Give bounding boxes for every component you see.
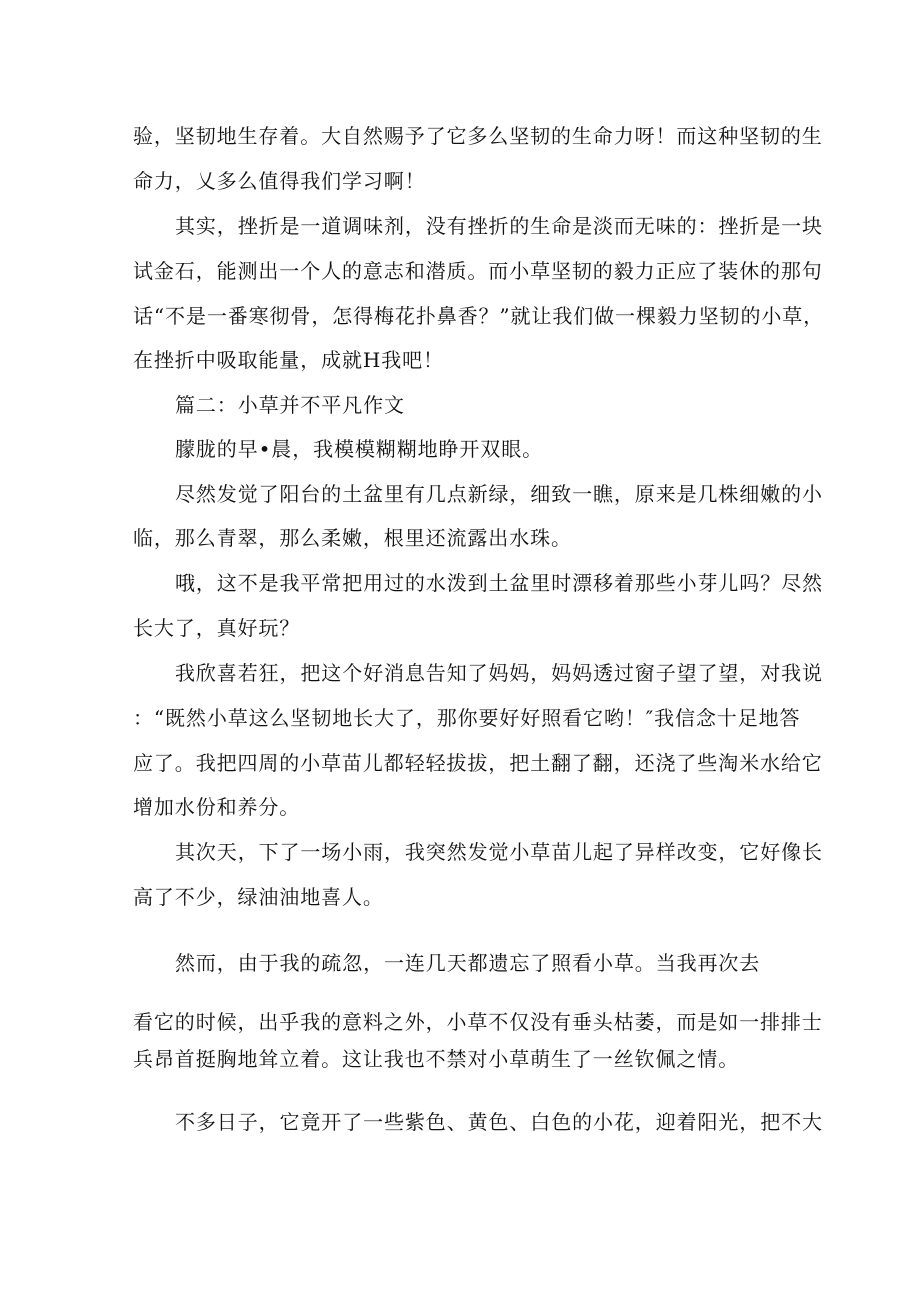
text-line: 篇二：小草并不平凡作文: [175, 393, 405, 417]
text-line: 我欣喜若狂，把这个好消息告知了妈妈，妈妈透过窗子望了望，对我说: [175, 661, 823, 685]
text-line: 增加水份和养分。: [133, 795, 301, 819]
text-line: 命力，乂多么值得我们学习啊！: [133, 169, 426, 193]
text-line: 长大了，真好玩？: [133, 616, 301, 640]
text-line: 其次天，下了一场小雨，我突然发觉小草苗儿起了异样改变，它好像长: [175, 840, 823, 864]
text-line: ：“既然小草这么坚韧地长大了，那你要好好照看它哟！″我信念十足地答: [133, 706, 801, 730]
text-line: 然而，由于我的疏忽，一连几天都遗忘了照看小草。当我再次去: [175, 951, 761, 975]
text-line: 看它的时候，出乎我的意料之外，小草不仅没有垂头枯萎，而是如一排排士: [133, 1010, 823, 1034]
text-line: 话“不是一番寒彻骨，怎得梅花扑鼻香？”就让我们做一棵毅力坚韧的小草，: [133, 304, 825, 328]
text-line: 在挫折中吸取能量，成就H我吧！: [133, 348, 444, 372]
text-line: 其实，挫折是一道调味剂，没有挫折的生命是淡而无味的：挫折是一块: [175, 214, 823, 238]
text-line: 试金石，能测出一个人的意志和潜质。而小草坚韧的毅力正应了装休的那句: [133, 259, 823, 283]
text-line: 兵昂首挺胸地耸立着。这让我也不禁对小草萌生了一丝钦佩之情。: [133, 1047, 740, 1071]
text-line: 尽然发觉了阳台的土盆里有几点新绿，细致一瞧，原来是几株细嫩的小: [175, 482, 823, 506]
text-line: 高了不少，绿油油地喜人。: [133, 885, 384, 909]
text-line: 验，坚韧地生存着。大自然赐予了它多么坚韧的生命力呀！而这种坚韧的生: [133, 124, 823, 148]
text-line: 哦，这不是我平常把用过的水泼到土盆里时漂移着那些小芽儿吗？尽然: [175, 571, 823, 595]
text-line: 朦胧的早•晨，我模模糊糊地睁开双眼。: [175, 437, 543, 461]
text-line: 应了。我把四周的小草苗儿都轻轻拔拔，把土翻了翻，还浇了些淘米水给它: [133, 751, 823, 775]
text-line: 临，那么青翠，那么柔嫩，根里还流露出水珠。: [133, 526, 572, 550]
text-line: 不多日子，它竟开了一些紫色、黄色、白色的小花，迎着阳光，把不大: [175, 1110, 823, 1134]
